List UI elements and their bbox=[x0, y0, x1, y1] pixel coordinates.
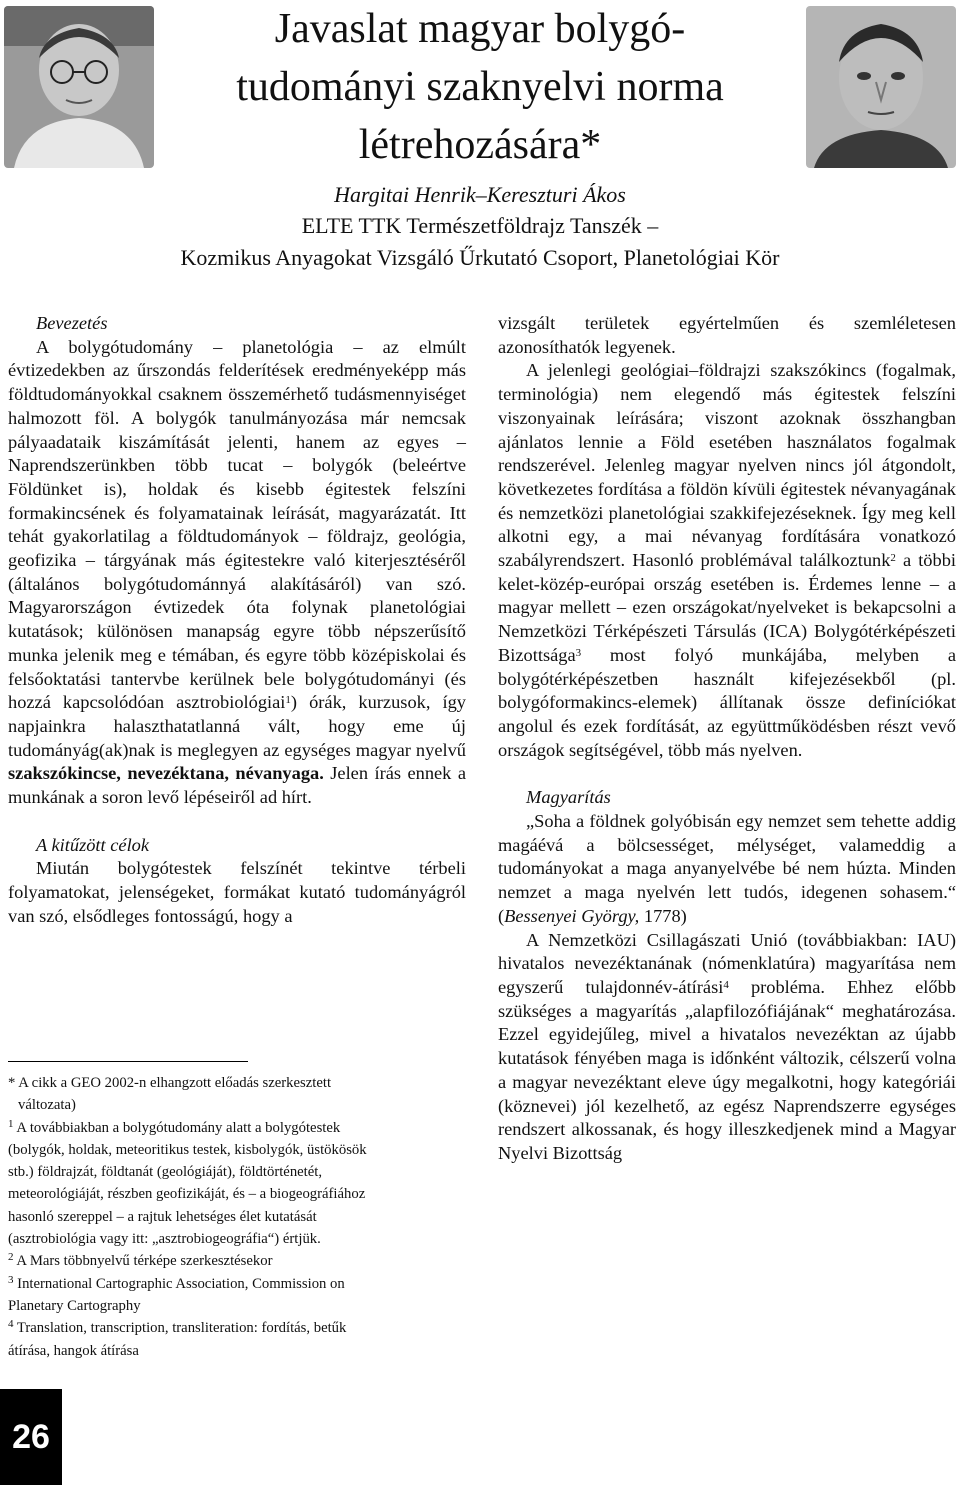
footnote-1-line-3: stb.) földrajzát, földtanát (geológiáját), földtörténetét, bbox=[8, 1164, 323, 1181]
intro-text-2: ) órák, kurzusok, így napjainkra halaszthatatlanná vált, hogy eme új tudományág(ak)nak is meglegyen az egységes magyar nyelvű bbox=[8, 692, 466, 760]
footnote-2-text: A Mars többnyelvű térképe szerkesztésekor bbox=[13, 1253, 273, 1270]
footnote-1-line-2: (bolygók, holdak, meteoritikus testek, kisbolygók, üstökösök bbox=[8, 1141, 367, 1158]
research-group: Kozmikus Anyagokat Vizsgáló Űrkutató Csoport, Planetológiai Kör bbox=[180, 245, 780, 270]
footnote-ref-3: 3 bbox=[575, 646, 582, 659]
footnote-4-mark: 4 bbox=[8, 1318, 14, 1331]
footnote-4-line-2: átírása, hangok átírása bbox=[8, 1342, 139, 1359]
author-photo-right bbox=[806, 6, 956, 168]
intro-text-3: Jelen írás ennek a munkának a soron levő lépéseiről ad hírt. bbox=[8, 763, 466, 808]
footnote-ref-1: 1 bbox=[285, 694, 291, 707]
footnote-1-line-4: meteorológiáját, részben geofizikáját, és – a biogeográfiához bbox=[8, 1186, 366, 1203]
iau-paragraph bbox=[498, 929, 956, 1166]
footnote-2-mark: 2 bbox=[8, 1251, 14, 1264]
footnote-1-line-1: A továbbiakban a bolygótudomány alatt a bolygótestek bbox=[13, 1119, 341, 1136]
footnote-star-cont: változata) bbox=[18, 1097, 76, 1114]
quote-year: 1778) bbox=[639, 905, 687, 926]
quote-author: Bessenyei György, bbox=[504, 905, 640, 926]
footnote-1 bbox=[8, 1117, 468, 1139]
magyaritas-heading: Magyarítás bbox=[526, 787, 611, 808]
footnote-star: * A cikk a GEO 2002-n elhangzott előadás szerkesztett bbox=[8, 1075, 332, 1091]
terminology-text-2: a többi kelet-közép-európai ország esetében is. Érdemes lenne – a magyar mellett – ezen országokat/nyelveket is bekapcsolni a Nemzetközi Térképészeti Társulás (ICA) Bolygótérképészeti Bizottsága bbox=[498, 550, 956, 665]
goals-heading: A kitűzött célok bbox=[36, 834, 150, 855]
intro-heading: Bevezetés bbox=[36, 313, 108, 333]
terminology-text-3: most folyó munkájába, melyben a bolygótérképészetben használt kifejezésekből (pl. bolygóformakincs-elemek) állítanak össze definíciókat angolul és ezek fordítását, az együttműködésben részt vevő országok segítségével, több más nyelven. bbox=[498, 644, 956, 760]
right-column bbox=[498, 312, 956, 1166]
author-photo-left bbox=[4, 6, 154, 168]
footnote-3 bbox=[8, 1273, 468, 1295]
iau-text-1: A Nemzetközi Csillagászati Unió (továbbiakban: IAU) hivatalos nevezéktanának (nómenklatúra) magyarítása nem egyszerű tulajdonnév-átírási bbox=[498, 929, 956, 997]
intro-text-1: A bolygótudomány – planetológia – az elmúlt évtizedekben az űrszondás felderítések eredményeképp más földtudományokkal csaknem összemérhető tudásmennyiséget halmozott föl. A bolygók tanulmányozása már nemcsak pályaadataik kiszámítását jelenti, hanem az egyes – Naprendszerünkben több tucat – bolygók (beleértve Földünket is), holdak és kisebb égitestek felszíni formakincsének és folyamatainak leírását, magyarázatát. Itt tehát gyakorlatilag a földtudományok – földrajz, geológia, geofizika – tárgyának más égitestekre való kiterjesztéséről (általános bolygótudománnyá alakításáról) van szó. Magyarországon évtizedek óta folynak planetológiai kutatások; különösen manapság egyre több népszerűsítő munka jelenik meg e témában, és egyre több középiskolai és felsőoktatási tantervbe kerülnek bele bolygótudományi (és hozzá kapcsolódóan asztrobiológiai bbox=[8, 336, 466, 713]
footnote-4 bbox=[8, 1317, 468, 1339]
footnote-3-mark: 3 bbox=[8, 1273, 14, 1286]
footnote-1-line-5: hasonló szereppel – a rajtuk lehetséges élet kutatását bbox=[8, 1208, 317, 1225]
footnote-3-line-1: International Cartographic Association, Commission on bbox=[13, 1275, 345, 1292]
quote-text: „Soha a földnek golyóbisán egy nemzet sem tehette addig magáévá a bölcsességet, mélységet, valameddig a tudományokat a maga anyanyelvébe bé nem húzta. Minden nemzet a maga nyelvén lett tudós, idegenen sohasem.“ ( bbox=[498, 811, 956, 926]
left-column bbox=[8, 312, 466, 929]
footnotes bbox=[8, 1072, 468, 1362]
page-number: 26 bbox=[0, 1389, 62, 1485]
title-line-2: tudományi szaknyelvi norma bbox=[236, 64, 724, 110]
title-line-1: Javaslat magyar bolygó- bbox=[274, 6, 686, 52]
footnote-4-line-1: Translation, transcription, transliteration: fordítás, betűk bbox=[13, 1320, 347, 1337]
footnote-1-mark: 1 bbox=[8, 1117, 14, 1130]
footnote-ref-2: 2 bbox=[890, 552, 896, 565]
footnote-divider bbox=[8, 1061, 248, 1062]
terminology-paragraph bbox=[498, 359, 956, 762]
quote-paragraph bbox=[498, 810, 956, 929]
continued-paragraph: vizsgált területek egyértelműen és szemléletesen azonosíthatók legyenek. bbox=[498, 313, 956, 357]
footnote-ref-4: 4 bbox=[723, 978, 729, 991]
footnote-3-line-2: Planetary Cartography bbox=[8, 1297, 141, 1314]
author-portrait-icon bbox=[806, 6, 956, 168]
intro-bold-text: szakszókincse, nevezéktana, névanyaga. bbox=[8, 763, 324, 784]
footnote-2 bbox=[8, 1250, 468, 1272]
title-line-3: létrehozására* bbox=[358, 122, 602, 168]
iau-text-2: probléma. Ehhez előbb szükséges a magyarítás „alapfilozófiájának“ meghatározása. Ezzel egyidejűleg, mivel a hivatalos nevezéktan az újabb kutatások fényében maga is időnként változik, célszerű volna a magyar nevezéktant eleve úgy megalkotni, hogy kategóriái (köznevei) jól kezelhető, az egész Naprendszerre egységes rendszert alkossanak, és hogy illeszkedjenek mind a Magyar Nyelvi Bizottság bbox=[498, 976, 956, 1163]
article-title bbox=[160, 0, 800, 174]
intro-paragraph bbox=[8, 336, 466, 810]
department: ELTE TTK Természetföldrajz Tanszék – bbox=[301, 213, 659, 238]
author-portrait-icon bbox=[4, 6, 154, 168]
footnote-1-line-6: (asztrobiológia vagy itt: „asztrobiogeográfia“) értjük. bbox=[8, 1231, 321, 1248]
goals-paragraph: Miután bolygótestek felszínét tekintve térbeli folyamatokat, jelenségeket, formákat kutató tudományágról van szó, elsődleges fontosságú, hogy a bbox=[8, 858, 466, 926]
terminology-text-1: A jelenlegi geológiai–földrajzi szakszókincs (fogalmak, terminológia) nem elegendő más égitestek felszíni viszonyainak leírására; viszont azoknak összhangban ajánlatos lennie a Föld esetében használatos fogalmak rendszerével. Jelenleg magyar nyelven nincs jól átgondolt, következetes fordítása a földön kívüli égitestek névanyagának és nemzetközi planetológiai szakkifejezéseknek. Így meg kell alkotni egy, a mai névanyag fordítására vonatkozó szabályrendszert. Hasonló problémával találkoztunk bbox=[498, 360, 956, 571]
authors: Hargitai Henrik–Kereszturi Ákos bbox=[334, 182, 626, 207]
